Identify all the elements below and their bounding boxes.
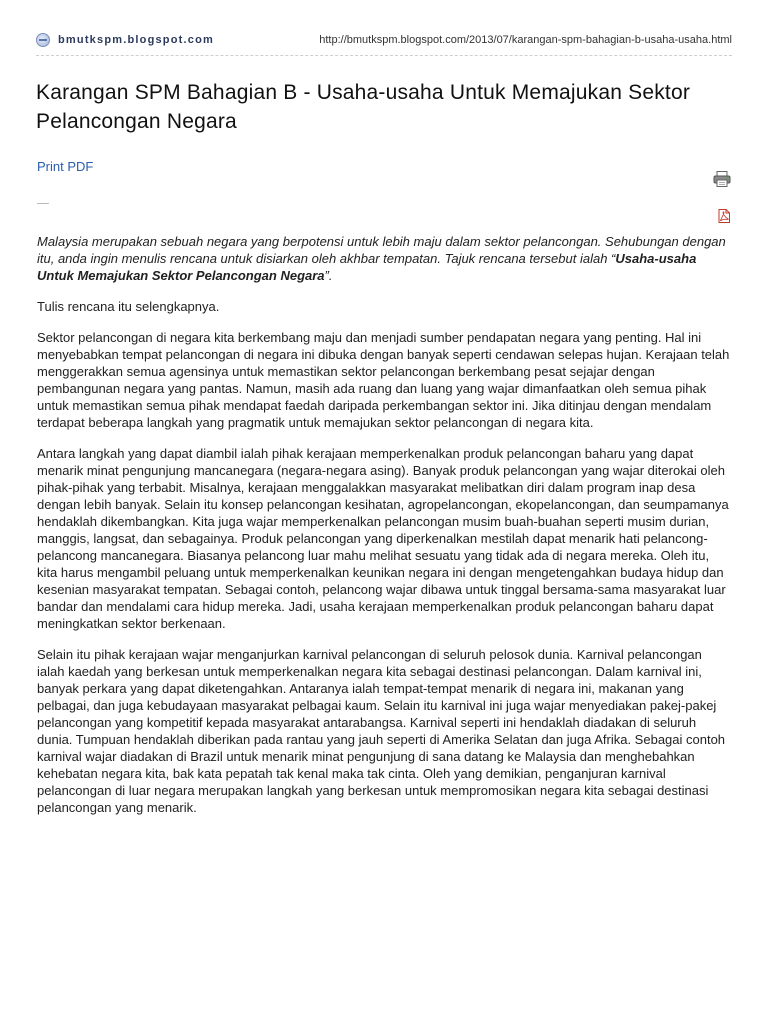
pdf-icon[interactable] [717,209,731,223]
article-title: Karangan SPM Bahagian B - Usaha-usaha Untuk Memajukan Sektor Pelancongan Negara [36,81,691,133]
site-name: bmutkspm.blogspot.com [58,34,214,46]
page-url[interactable]: http://bmutkspm.blogspot.com/2013/07/karangan-spm-bahagian-b-usaha-usaha.html [319,34,732,46]
site-link[interactable] [36,33,214,47]
header-divider [36,55,732,56]
page-header [36,31,732,51]
intro-text: Malaysia merupakan sebuah negara yang berpotensi untuk lebih maju dalam sektor pelancongan. Sehubungan dengan itu, anda ingin menulis rencana untuk disiarkan oleh akhbar tempatan. Tajuk rencana tersebut ialah “ [37,234,726,266]
body-paragraph-1: Sektor pelancongan di negara kita berkembang maju dan menjadi sumber pendapatan negara yang penting. Hal ini menyebabkan tempat pelancongan di negara ini dibuka dengan banyak seperti cendawan selepas hujan. Kerajaan telah menggerakkan semua agensinya untuk memastikan sektor pelancongan berkembang pesat sejajar dengan pembangunan negara yang pantas. Namun, masih ada ruang dan luang yang wajar dimanfaatkan oleh semua pihak untuk memastikan semua pihak mendapat faedah daripada perkembangan sektor ini. Jika ditinjau dengan mendalam terdapat beberapa langkah yang pragmatik untuk memajukan sektor pelancongan di negara kita. [37,330,730,430]
globe-icon [36,33,50,47]
body-paragraph-2: Antara langkah yang dapat diambil ialah pihak kerajaan memperkenalkan produk pelancongan baharu yang dapat menarik minat pengunjung mancanegara (negara-negara asing). Banyak produk pelancongan yang wajar diterokai oleh pihak-pihak yang terbabit. Misalnya, kerajaan menggalakkan masyarakat melibatkan diri dalam program inap desa dengan lebih banyak. Selain itu konsep pelancongan kesihatan, agropelancongan, ekopelancongan, dan seumpamanya hendaklah dikembangkan. Kita juga wajar memperkenalkan pelancongan musim buah-buahan seperti musim durian, manggis, langsat, dan sebagainya. Produk pelancongan yang diperkenalkan mestilah dapat menarik hati pelancong-pelancong mancanegara. Biasanya pelancong luar mahu melihat sesuatu yang tidak ada di negara mereka. Oleh itu, kita harus mengambil peluang untuk memperkenalkan keunikan negara ini dengan mengetengahkan budaya hidup dan kesenian masyarakat tempatan. Sebagai contoh, pelancong wajar dibawa untuk tinggal bersama-sama masyarakat luar bandar dan mendalami cara hidup mereka. Jadi, usaha kerajaan memperkenalkan produk pelancongan baharu dapat meningkatkan sektor berkenaan. [37,446,729,631]
printer-icon[interactable] [713,171,731,187]
article-body [37,233,731,830]
print-pdf-link[interactable]: Print PDF [37,159,94,174]
intro-bold-title: Usaha-usaha Untuk Memajukan Sektor Pelancongan Negara [37,251,697,283]
instruction-paragraph: Tulis rencana itu selengkapnya. [37,299,220,314]
intro-text-end: ”. [324,268,333,283]
short-divider [37,203,49,204]
intro-paragraph [37,233,731,284]
body-paragraph-3: Selain itu pihak kerajaan wajar menganjurkan karnival pelancongan di seluruh pelosok dunia. Karnival pelancongan ialah kaedah yang berkesan untuk memperkenalkan negara kita sebagai destinasi pelancongan. Dalam karnival ini, banyak perkara yang dapat diketengahkan. Antaranya ialah tempat-tempat menarik di negara ini, makanan yang pelbagai, dan juga kebudayaan masyarakat pelbagai kaum. Selain itu karnival ini juga wajar menyediakan pakej-pakej pelancongan yang kompetitif kepada masyarakat antarabangsa. Karnival seperti ini hendaklah diadakan di seluruh dunia. Tumpuan hendaklah diberikan pada rantau yang jauh seperti di Amerika Selatan dan juga Afrika. Sebagai contoh karnival wajar diadakan di Brazil untuk menarik minat pengunjung di sana datang ke Malaysia dan menghebahkan kehebatan negara kita, bak kata pepatah tak kenal maka tak cinta. Oleh yang demikian, penganjuran karnival pelancongan di luar negara merupakan langkah yang berkesan untuk mempromosikan negara kita sebagai destinasi pelancongan yang menarik. [37,647,726,815]
